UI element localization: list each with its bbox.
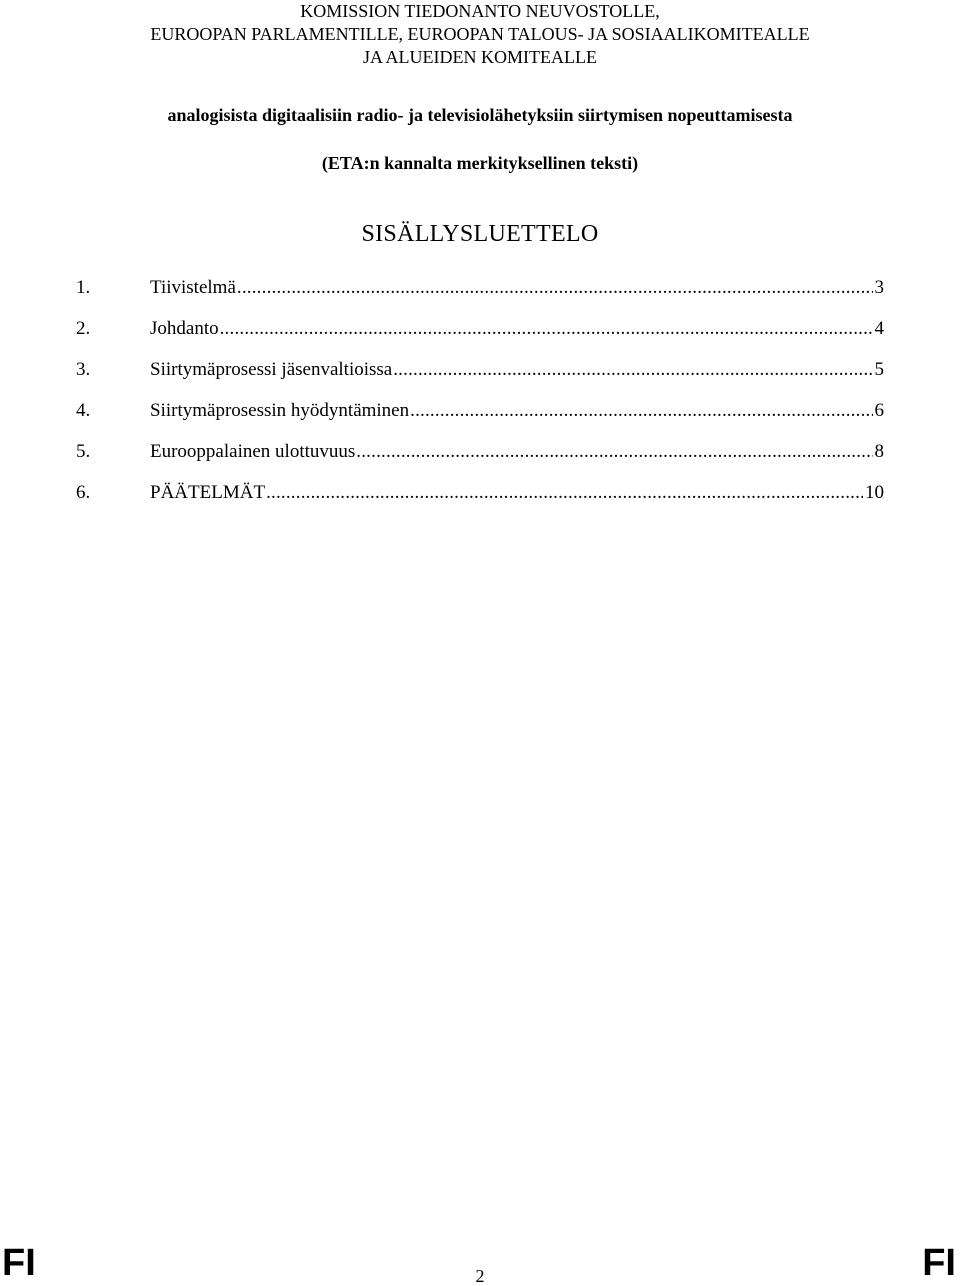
table-of-contents bbox=[76, 276, 884, 522]
toc-dot-leader bbox=[220, 317, 873, 341]
toc-entry-label: Siirtymäprosessin hyödyntäminen bbox=[150, 400, 410, 421]
toc-entry-label: Siirtymäprosessi jäsenvaltioissa bbox=[150, 359, 393, 380]
toc-entry[interactable] bbox=[76, 276, 884, 317]
toc-title: SISÄLLYSLUETTELO bbox=[361, 221, 599, 247]
toc-entry[interactable] bbox=[76, 358, 884, 399]
toc-entry-page: 5 bbox=[874, 359, 884, 380]
eea-relevance-note: (ETA:n kannalta merkityksellinen teksti) bbox=[321, 153, 639, 173]
toc-entry[interactable] bbox=[76, 481, 884, 522]
toc-entry[interactable] bbox=[76, 399, 884, 440]
toc-entry-label: Eurooppalainen ulottuvuus bbox=[150, 441, 356, 462]
footer-language-code-right: FI bbox=[922, 1242, 956, 1284]
toc-dot-leader bbox=[356, 440, 872, 464]
toc-entry-number: 5. bbox=[76, 441, 91, 462]
toc-dot-leader bbox=[237, 276, 873, 300]
toc-entry-number: 3. bbox=[76, 359, 91, 380]
toc-entry-label: PÄÄTELMÄT bbox=[150, 482, 266, 503]
toc-entry-page: 4 bbox=[874, 318, 884, 339]
toc-entry-number: 2. bbox=[76, 318, 91, 339]
toc-entry-page: 3 bbox=[874, 277, 884, 298]
document-heading-line-2: EUROOPAN PARLAMENTILLE, EUROOPAN TALOUS- JA SOSIAALIKOMITEALLE bbox=[150, 24, 810, 44]
toc-entry-page: 6 bbox=[874, 400, 884, 421]
toc-entry-label: Johdanto bbox=[150, 318, 219, 339]
document-heading-line-3: JA ALUEIDEN KOMITEALLE bbox=[363, 47, 597, 67]
toc-entry-number: 1. bbox=[76, 277, 91, 298]
toc-entry[interactable] bbox=[76, 317, 884, 358]
document-subtitle: analogisista digitaalisiin radio- ja televisiolähetyksiin siirtymisen nopeuttamisesta bbox=[167, 105, 793, 125]
toc-entry-page: 10 bbox=[865, 482, 884, 503]
toc-dot-leader bbox=[393, 358, 872, 382]
toc-entry-page: 8 bbox=[874, 441, 884, 462]
toc-entry-label: Tiivistelmä bbox=[150, 277, 236, 298]
page-number: 2 bbox=[475, 1266, 485, 1286]
toc-dot-leader bbox=[266, 481, 863, 505]
footer-language-code-left: FI bbox=[2, 1242, 36, 1284]
document-heading-line-1: KOMISSION TIEDONANTO NEUVOSTOLLE, bbox=[300, 1, 660, 21]
toc-entry-number: 6. bbox=[76, 482, 91, 503]
toc-entry-number: 4. bbox=[76, 400, 91, 421]
toc-dot-leader bbox=[410, 399, 872, 423]
toc-entry[interactable] bbox=[76, 440, 884, 481]
